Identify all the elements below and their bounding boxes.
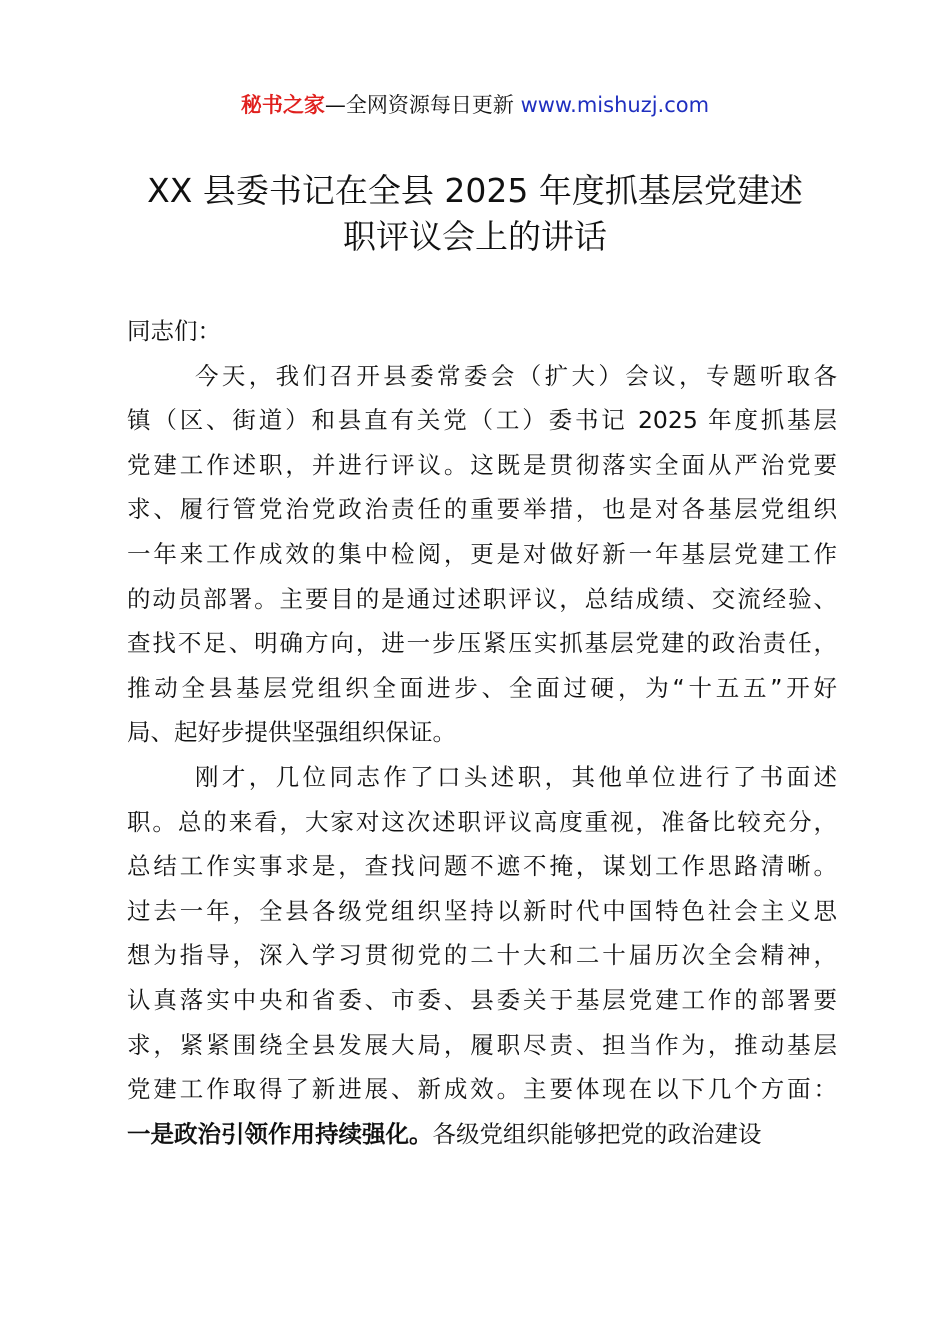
paragraph-3 (127, 1112, 837, 1157)
paragraph-line: 党建工作取得了新进展、新成效。主要体现在以下几个方面： (127, 1075, 837, 1104)
page-header (0, 88, 950, 122)
paragraph-3-heading: 一是政治引领作用持续强化。 (127, 1119, 433, 1148)
header-slogan: —全网资源每日更新 (324, 93, 521, 117)
title-line-2: 职评议会上的讲话 (343, 217, 607, 256)
paragraph-line: 局、起好步提供坚强组织保证。 (127, 718, 456, 747)
paragraph-line: 今天，我们召开县委常委会（扩大）会议，专题听取各 (195, 361, 837, 390)
site-url[interactable]: www.mishuzj.com (520, 93, 710, 117)
document-title (120, 168, 830, 260)
paragraph-line: 过去一年，全县各级党组织坚持以新时代中国特色社会主义思 (127, 896, 837, 925)
paragraph-line: 党建工作述职，并进行评议。这既是贯彻落实全面从严治党要 (127, 450, 837, 479)
paragraph-line: 认真落实中央和省委、市委、县委关于基层党建工作的部署要 (127, 985, 837, 1014)
document-body (127, 309, 837, 1156)
paragraph-2 (127, 755, 837, 1112)
brand-name: 秘书之家 (240, 93, 325, 117)
paragraph-line: 一年来工作成效的集中检阅，更是对做好新一年基层党建工作 (127, 539, 837, 568)
paragraph-line: 求、履行管党治党政治责任的重要举措，也是对各基层党组织 (127, 495, 837, 524)
paragraph-line: 查找不足、明确方向，进一步压紧压实抓基层党建的政治责任， (127, 629, 837, 658)
paragraph-line: 职。总的来看，大家对这次述职评议高度重视，准备比较充分， (127, 807, 837, 836)
paragraph-line: 想为指导，深入学习贯彻党的二十大和二十届历次全会精神， (127, 941, 837, 970)
paragraph-line: 推动全县基层党组织全面进步、全面过硬，为“十五五”开好 (127, 673, 837, 702)
paragraph-line: 总结工作实事求是，查找问题不遮不掩，谋划工作思路清晰。 (127, 852, 837, 881)
paragraph-3-text: 各级党组织能够把党的政治建设 (432, 1119, 762, 1148)
paragraph-line: 镇（区、街道）和县直有关党（工）委书记 2025 年度抓基层 (127, 406, 837, 435)
greeting: 同志们： (127, 317, 221, 345)
paragraph-1 (127, 354, 837, 755)
paragraph-line: 刚才，几位同志作了口头述职，其他单位进行了书面述 (195, 762, 837, 791)
paragraph-line: 的动员部署。主要目的是通过述职评议，总结成绩、交流经验、 (127, 584, 837, 613)
paragraph-line: 求，紧紧围绕全县发展大局，履职尽责、担当作为，推动基层 (127, 1030, 837, 1059)
title-line-1: XX 县委书记在全县 2025 年度抓基层党建述 (147, 171, 803, 210)
